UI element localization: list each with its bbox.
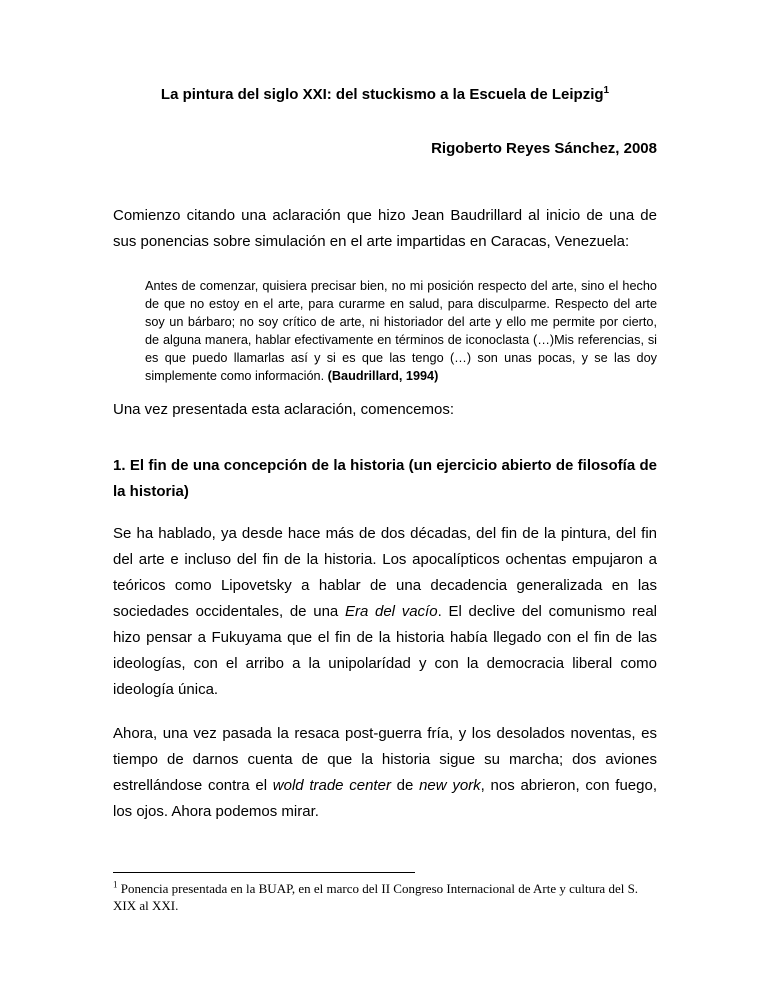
quote-citation: (Baudrillard, 1994) xyxy=(327,369,439,383)
paragraph-history xyxy=(113,521,657,703)
italic-phrase-new-york: new york xyxy=(419,777,481,794)
history-text-2: . El declive del comunismo real hizo pensar a Fukuyama que el fin de la historia había llegado con el fin de las ideologías, con el arribo a la unipolarídad y con la democracia liberal como ideología única. xyxy=(113,603,657,698)
footnote-ref: 1 xyxy=(113,879,118,890)
footnote xyxy=(113,880,657,914)
ahora-text-2: de xyxy=(390,777,420,794)
document-title-text: La pintura del siglo XXI: del stuckismo a la Escuela de Leipzig xyxy=(160,86,604,103)
blockquote-baudrillard xyxy=(145,277,657,385)
history-text-1: Se ha hablado, ya desde hace más de dos décadas, del fin de la pintura, del fin del arte e incluso del fin de la historia. Los apocalípticos ochentas empujaron a teóricos como Lipovetsky a hablar de una decadencia generalizada en las sociedades occidentales, de una xyxy=(113,525,657,620)
footnote-text: Ponencia presentada en la BUAP, en el marco del II Congreso Internacional de Arte y cultura del S. XIX al XXI. xyxy=(113,881,639,913)
document-title xyxy=(113,85,657,105)
paragraph-transition: Una vez presentada esta aclaración, comencemos: xyxy=(113,401,455,418)
paragraph-ahora xyxy=(113,721,657,825)
footnote-area xyxy=(113,872,657,914)
ahora-text-1: Ahora, una vez pasada la resaca post-guerra fría, y los desolados noventas, es tiempo de darnos cuenta de que la historia sigue su marcha; dos aviones estrellándose contra el xyxy=(113,725,657,794)
italic-phrase-era-del-vacio: Era del vacío xyxy=(344,603,438,620)
ahora-text-3: , nos abrieron, con fuego, los ojos. Ahora podemos mirar. xyxy=(113,777,657,820)
footnote-separator xyxy=(113,872,415,873)
title-footnote-ref: 1 xyxy=(603,85,610,96)
section-heading-1: 1. El fin de una concepción de la historia (un ejercicio abierto de filosofía de la historia) xyxy=(113,457,657,500)
quote-text: Antes de comenzar, quisiera precisar bien, no mi posición respecto del arte, sino el hecho de que no estoy en el arte, para curarme en salud, para disculparme. Respecto del arte soy un bárbaro; no soy crítico de arte, ni historiador del arte y ello me permite por cierto, de alguna manera, hablar efectivamente en términos de iconoclasta (…)Mis referencias, si es que puedo llamarlas así y si es que las tengo (…) son unas pocas, y se las doy simplemente como información. xyxy=(145,279,657,383)
author-line: Rigoberto Reyes Sánchez, 2008 xyxy=(431,140,657,157)
italic-phrase-world-trade-center: wold trade center xyxy=(272,777,391,794)
paragraph-intro: Comienzo citando una aclaración que hizo Jean Baudrillard al inicio de una de sus ponencias sobre simulación en el arte impartidas en Caracas, Venezuela: xyxy=(113,207,657,250)
